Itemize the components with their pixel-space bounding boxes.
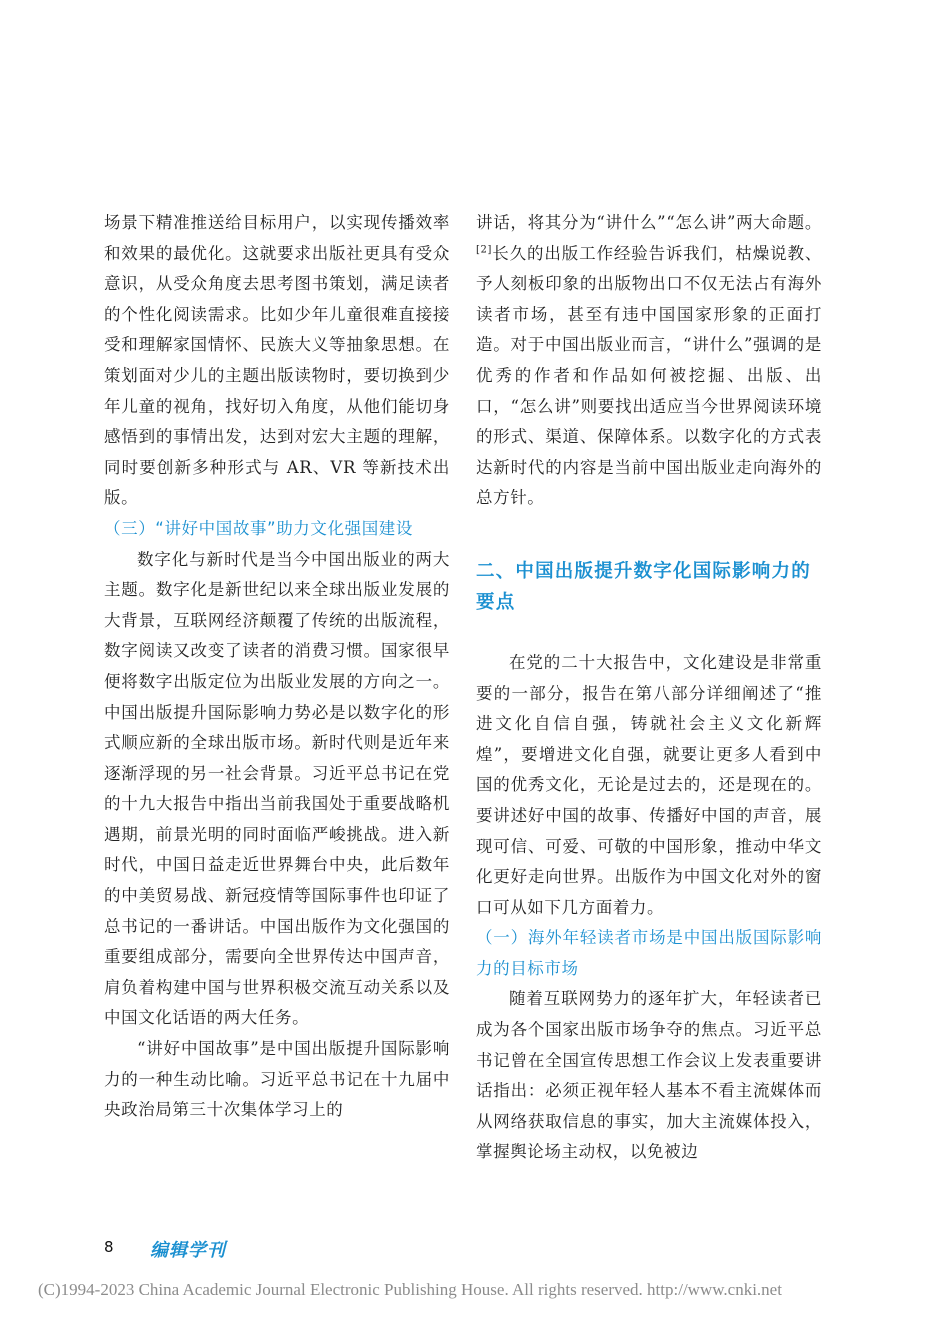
- paragraph-text: 长久的出版工作经验告诉我们，枯燥说教、予人刻板印象的出版物出口不仅无法占有海外读者市场，甚至有违中国国家形象的正面打造。对于中国出版业而言，“讲什么”强调的是优秀的作者和作品如何被挖掘、出版、出口，“怎么讲”则要找出适应当今世界阅读环境的形式、渠道、保障体系。以数字化的方式表达新时代的内容是当前中国出版业走向海外的总方针。: [476, 243, 822, 508]
- subsection-heading-3: （三）“讲好中国故事”助力文化强国建设: [104, 518, 413, 538]
- body-paragraph: 场景下精准推送给目标用户，以实现传播效率和效果的最优化。这就要求出版社更具有受众意识，从受众角度去思考图书策划，满足读者的个性化阅读需求。比如少年儿童很难直接接受和理解家国情怀、民族大义等抽象思想。在策划面对少儿的主题出版读物时，要切换到少年儿童的视角，找好切入角度，从他们能切身感悟到的事情出发，达到对宏大主题的理解，同时要创新多种形式与 AR、VR 等新技术出版。: [104, 213, 450, 508]
- journal-logo: 编辑学刊: [150, 1240, 226, 1261]
- left-column: [104, 208, 450, 1126]
- subsection-heading-1: （一）海外年轻读者市场是中国出版国际影响力的目标市场: [476, 928, 822, 978]
- body-paragraph: [476, 208, 822, 514]
- reference-marker[interactable]: [2]: [476, 244, 492, 256]
- body-paragraph: 数字化与新时代是当今中国出版业的两大主题。数字化是新世纪以来全球出版业发展的大背景，互联网经济颠覆了传统的出版流程，数字阅读又改变了读者的消费习惯。国家很早便将数字出版定位为出版业发展的方向之一。中国出版提升国际影响力势必是以数字化的形式顺应新的全球出版市场。新时代则是近年来逐渐浮现的另一社会背景。习近平总书记在党的十九大报告中指出当前我国处于重要战略机遇期，前景光明的同时面临严峻挑战。进入新时代，中国日益走近世界舞台中央，此后数年的中美贸易战、新冠疫情等国际事件也印证了总书记的一番讲话。中国出版作为文化强国的重要组成部分，需要向全世界传达中国声音，肩负着构建中国与世界积极交流互动关系以及中国文化话语的两大任务。: [104, 549, 450, 1028]
- paragraph-text: 讲话，将其分为“讲什么”“怎么讲”两大命题。: [476, 213, 822, 232]
- section-heading: 二、中国出版提升数字化国际影响力的要点: [476, 560, 811, 613]
- body-paragraph: “讲好中国故事”是中国出版提升国际影响力的一种生动比喻。习近平总书记在十九届中央政治局第三十次集体学习上的: [104, 1039, 450, 1120]
- page-number: 8: [104, 1238, 114, 1256]
- right-column: [476, 208, 822, 1168]
- body-paragraph: 随着互联网势力的逐年扩大，年轻读者已成为各个国家出版市场争夺的焦点。习近平总书记曾在全国宣传思想工作会议上发表重要讲话指出：必须正视年轻人基本不看主流媒体而从网络获取信息的事实，加大主流媒体投入，掌握舆论场主动权，以免被边: [476, 989, 822, 1162]
- copyright-notice: (C)1994-2023 China Academic Journal Electronic Publishing House. All rights reserved. http://www.cnki.net: [38, 1280, 782, 1299]
- body-paragraph: 在党的二十大报告中，文化建设是非常重要的一部分，报告在第八部分详细阐述了“推进文化自信自强，铸就社会主义文化新辉煌”，要增进文化自强，就要让更多人看到中国的优秀文化，无论是过去的，还是现在的。要讲述好中国的故事、传播好中国的声音，展现可信、可爱、可敬的中国形象，推动中华文化更好走向世界。出版作为中国文化对外的窗口可从如下几方面着力。: [476, 652, 822, 917]
